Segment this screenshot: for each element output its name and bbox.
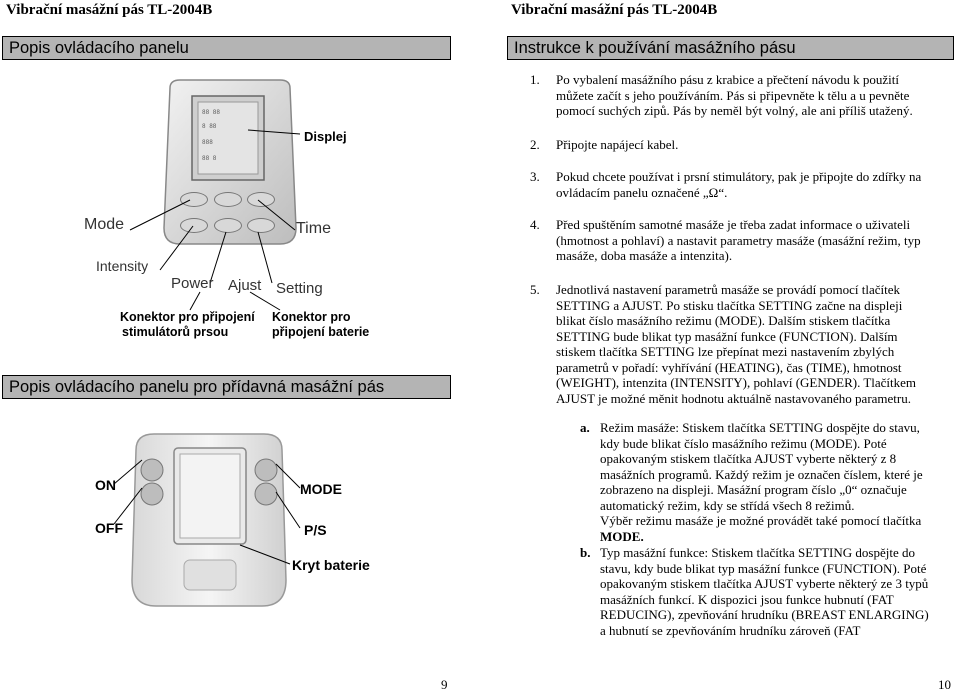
header-left: Vibrační masážní pás TL-2004B	[6, 2, 213, 18]
label-connector-battery: Konektor pro připojení baterie	[272, 310, 370, 339]
svg-text:8 88: 8 88	[202, 123, 217, 130]
instructions-body: 1. Po vybalení masážního pásu z krabice a přečtení návodu k použití můžete začít s jeho používáním. Pás si připevněte k tělu a u pevněte pomocí suchých zipů. Pás by neměl být volný, ale ani příliš utažený. 2. Připojte napájecí kabel. 3. Pokud chcete používat i prsní stimulátory, pak je připojte do zdířky na ovládacím panelu označené „Ω“. 4. Před spuštěním samotné masáže je třeba zadat informace o uživateli (hmotnost a pohlaví) a nastavit parametry masáže (masážní režim, typ masáže, doba masáže a intenzita). 5. Jednotlivá nastavení parametrů masáže se provádí pomocí tlačítek SETTING a AJUST. Po stisku tlačítka SETTING začne na displeji blikat číslo masážního režimu (MODE). Dalším stiskem tlačítka SETTING bude blikat typ masážní funkce (FUNCTION). Dalším stiskem tlačítka SETTING lze přepínat mezi nastavením zbylých parametrů v pořadí: vyhřívání (HEATING), čas (TIME), hmotnost (WEIGHT), intenzita (INTENSITY), pohlaví (GENDER). Tlačítkem AJUST je možné měnit hodnotu aktuálně nastavovaného parametru. a. Režim masáže: Stiskem tlačítka SETTING dospějte do stavu, kdy bude blikat číslo masážního režimu (MODE). Poté opakovaným stiskem tlačítka AJUST vyberte některý z 8 masážních programů. Každý režim je označen číslem, které je zobrazeno na displeji. Masážní program číslo „0“ označuje automatický režim, kdy se střídá všech 8 režimů. Výběr režimu masáže je možné provádět také pomocí tlačítka MODE. b. Typ masážní funkce: Stiskem tlačítka SETTING dospějte do stavu, kdy bude blikat typ masážní funkce (FUNCTION). Poté opakovaným stiskem tlačítka AJUST vyberte některý ze 3 typů masážních funkcí. K dispozici jsou funkce hubnutí (FAT REDUCING), zpevňování hrudníku (BREAST ENLARGING) a hubnutí se zpevňováním hrudníku zároveň (FAT	[530, 72, 929, 638]
label-ps: P/S	[304, 522, 327, 538]
callout-lines-2	[0, 420, 460, 620]
label-power: Power	[171, 275, 214, 292]
section-title-instructions: Instrukce k používání masážního pásu	[507, 36, 954, 60]
label-on: ON	[95, 477, 116, 493]
label-off: OFF	[95, 520, 123, 536]
header-right: Vibrační masážní pás TL-2004B	[511, 2, 718, 18]
page-number-left: 9	[441, 677, 448, 692]
label-battery-cover: Kryt baterie	[292, 557, 370, 573]
svg-text:88 88: 88 88	[202, 109, 221, 116]
label-setting: Setting	[276, 280, 323, 297]
section-title-extra-panel: Popis ovládacího panelu pro přídavná masážní pás	[2, 375, 451, 399]
label-mode: Mode	[84, 216, 125, 233]
label-intensity: Intensity	[96, 258, 149, 274]
svg-text:888: 888	[202, 139, 213, 146]
label-ajust: Ajust	[228, 277, 262, 294]
svg-text:88 8: 88 8	[202, 155, 217, 162]
page-number-right: 10	[938, 677, 951, 692]
label-mode-2: MODE	[300, 481, 342, 497]
callout-lines	[0, 0, 460, 360]
section-title-control-panel: Popis ovládacího panelu	[2, 36, 451, 60]
label-connector-stimulators: Konektor pro připojení stimulátorů prsou	[120, 310, 255, 339]
label-display: Displej	[304, 129, 347, 144]
label-time: Time	[296, 220, 331, 237]
